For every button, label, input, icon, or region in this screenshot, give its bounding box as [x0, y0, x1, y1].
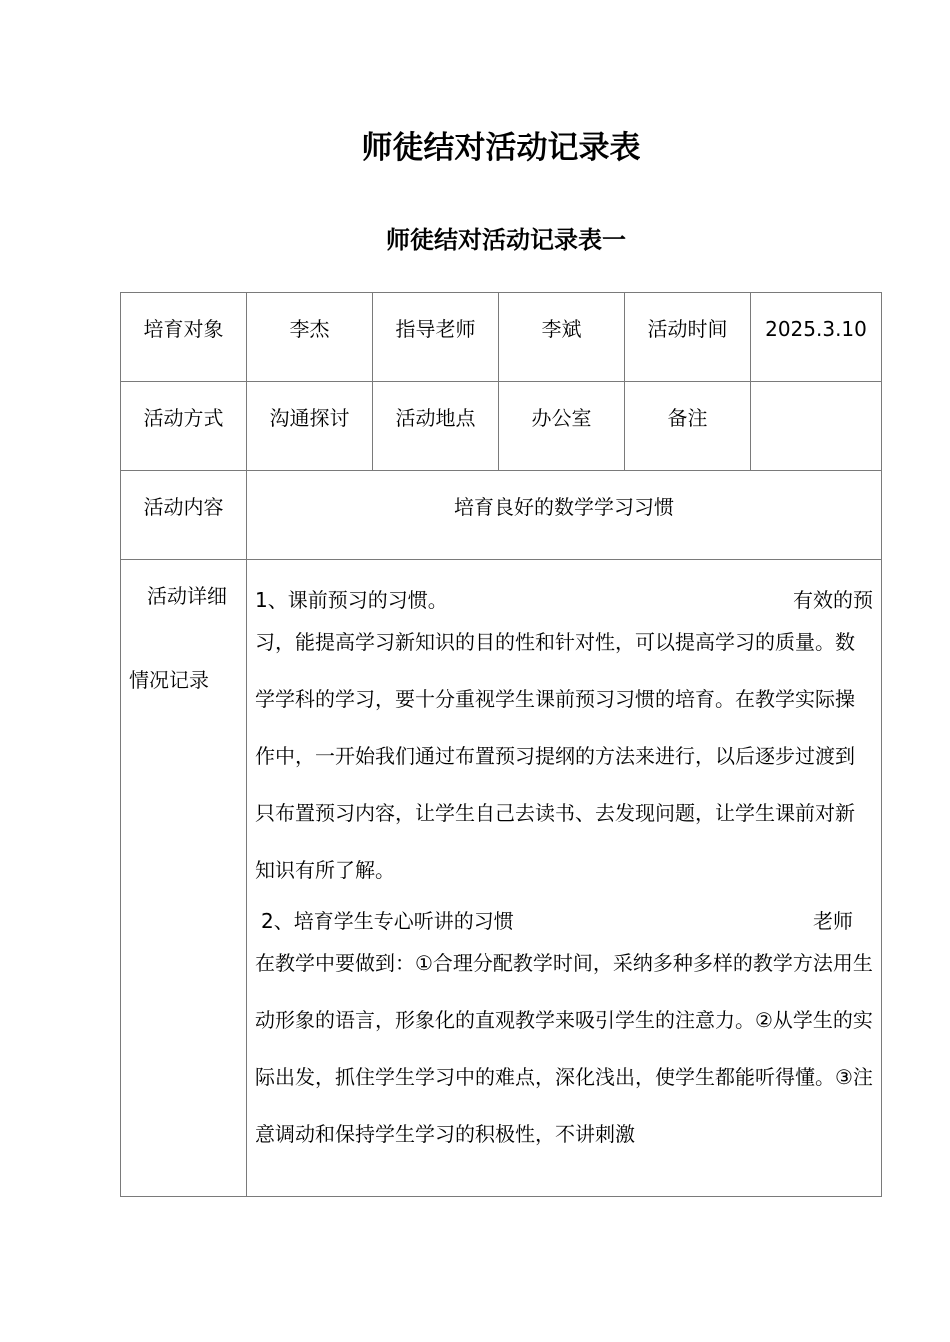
label-method-cell — [121, 382, 247, 471]
activity-record-table — [120, 292, 882, 1197]
trainee-cell — [247, 293, 373, 382]
content-cell — [247, 471, 882, 560]
label-place-cell — [373, 382, 499, 471]
page-subtitle: 师徒结对活动记录表一 — [386, 226, 626, 254]
trainee-value: 李杰 — [289, 317, 330, 341]
content-value: 培育良好的数学学习习惯 — [454, 495, 674, 519]
label-mentor: 指导老师 — [395, 317, 476, 341]
time-cell — [751, 293, 882, 382]
table-row-method — [121, 382, 882, 471]
note-cell — [751, 382, 882, 471]
label-detail-line1: 活动详细 — [147, 584, 227, 608]
label-content-cell — [121, 471, 247, 560]
time-value: 2025.3.10 — [765, 317, 867, 341]
label-place: 活动地点 — [395, 406, 476, 430]
note-value — [751, 382, 881, 404]
label-time: 活动时间 — [647, 317, 728, 341]
section2-heading: 2、培育学生专心听讲的习惯 — [261, 909, 514, 933]
method-value: 沟通探讨 — [269, 406, 350, 430]
table-row-detail — [121, 560, 882, 1197]
section2-body: 在教学中要做到：①合理分配教学时间，采纳多种多样的教学方法用生动形象的语言，形象化的直观教学来吸引学生的注意力。②从学生的实际出发，抓住学生学习中的难点，深化浅出，使学生都能听得懂。③注意调动和保持学生学习的积极性，不讲刺激 — [255, 951, 873, 1146]
label-detail-cell — [121, 560, 247, 1197]
section1-heading: 1、课前预习的习惯。 — [255, 588, 448, 612]
place-value: 办公室 — [531, 406, 592, 430]
label-content: 活动内容 — [143, 495, 224, 519]
label-trainee-cell — [121, 293, 247, 382]
page-title: 师徒结对活动记录表 — [361, 130, 641, 166]
section1-body: 习，能提高学习新知识的目的性和针对性，可以提高学习的质量。数学学科的学习，要十分重视学生课前预习习惯的培育。在教学实际操作中，一开始我们通过布置预习提纲的方法来进行，以后逐步过渡到只布置预习内容，让学生自己去读书、去发现问题，让学生课前对新知识有所了解。 — [255, 630, 855, 882]
mentor-cell — [499, 293, 625, 382]
label-note: 备注 — [667, 406, 708, 430]
label-method: 活动方式 — [143, 406, 224, 430]
label-note-cell — [625, 382, 751, 471]
table-row-content — [121, 471, 882, 560]
label-trainee: 培育对象 — [143, 317, 224, 341]
place-cell — [499, 382, 625, 471]
method-cell — [247, 382, 373, 471]
table-row-basic-info — [121, 293, 882, 382]
label-time-cell — [625, 293, 751, 382]
mentor-value: 李斌 — [541, 317, 582, 341]
label-mentor-cell — [373, 293, 499, 382]
section1-heading-right: 有效的预 — [793, 588, 873, 612]
detail-content-cell — [247, 560, 882, 1197]
label-detail-line2: 情况记录 — [129, 668, 209, 692]
section2-heading-right: 老师 — [813, 909, 853, 933]
